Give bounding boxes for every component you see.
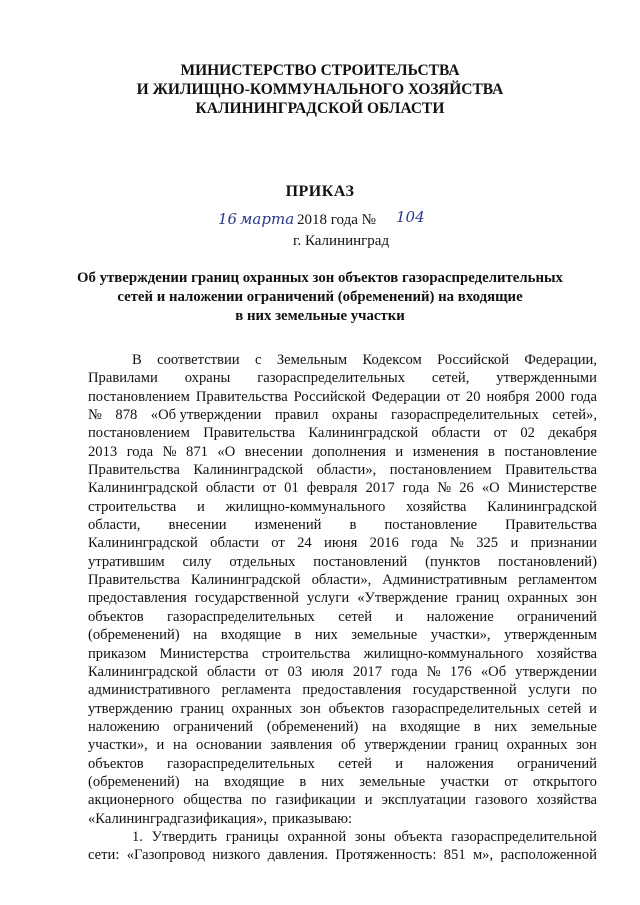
- body-word: Российской: [293, 388, 366, 405]
- body-word: об: [340, 737, 356, 754]
- body-word: газораспределительных: [391, 700, 540, 717]
- body-word: 01: [284, 480, 299, 497]
- body-word: земельные: [530, 718, 597, 735]
- body-word: Правилами: [88, 370, 158, 387]
- body-word: охраны: [184, 370, 231, 387]
- body-word: Российской: [437, 352, 510, 368]
- body-word: июля: [311, 663, 344, 680]
- body-word: изменения: [412, 443, 479, 460]
- body-line: [88, 443, 597, 461]
- body-word: от: [504, 773, 518, 790]
- body-word: области»,: [311, 572, 372, 589]
- body-word: объектов: [88, 755, 144, 772]
- body-word: открытого: [532, 773, 597, 790]
- body-word: от: [493, 425, 508, 442]
- body-word: «Газопровод: [126, 847, 206, 864]
- body-word: зон: [300, 700, 321, 717]
- body-word: Утвердить: [151, 828, 218, 845]
- body-word: и: [395, 608, 404, 625]
- body-word: охранных: [507, 590, 569, 607]
- body-word: входящие: [220, 627, 282, 644]
- body-word: утвержденными: [496, 370, 597, 387]
- body-word: зон: [576, 737, 597, 754]
- body-word: 20: [465, 388, 481, 405]
- body-word: №: [449, 535, 464, 552]
- body-word: них: [314, 627, 338, 644]
- body-word: 871: [186, 443, 208, 460]
- body-word: границ: [180, 700, 224, 717]
- body-word: постановлением: [88, 388, 190, 405]
- body-word: объектов: [328, 700, 385, 717]
- body-word: №: [88, 407, 102, 424]
- body-word: на: [372, 718, 387, 735]
- body-word: сетей: [338, 608, 373, 625]
- body-word: 2017: [352, 663, 382, 680]
- body-word: регламентом: [518, 572, 597, 589]
- body-word: границы: [225, 828, 279, 845]
- body-word: зоны: [354, 828, 386, 845]
- body-word: и: [156, 737, 165, 754]
- body-word: года: [391, 663, 418, 680]
- body-line: [88, 810, 597, 828]
- body-word: Калининградской: [190, 572, 301, 589]
- order-subject: [0, 269, 640, 326]
- body-word: (обременений): [88, 627, 180, 644]
- body-line: [88, 351, 597, 369]
- body-word: Правительства: [203, 425, 296, 442]
- body-line: [88, 589, 597, 607]
- body-word: Протяженность:: [335, 847, 437, 864]
- body-word: низкого: [212, 847, 261, 864]
- subject-line: Об утверждении границ охранных зон объектов газораспределительных: [77, 270, 563, 286]
- body-word: Кодексом: [362, 352, 422, 368]
- body-word: области: [431, 425, 481, 442]
- body-word: (обременений): [88, 773, 180, 790]
- body-word: «Об утверждении: [150, 407, 262, 424]
- body-word: «О: [481, 480, 500, 497]
- body-word: них: [494, 718, 518, 735]
- body-word: сетей: [547, 700, 582, 717]
- body-word: охраны: [331, 407, 378, 424]
- body-word: признании: [530, 535, 597, 552]
- body-word: хозяйства: [536, 645, 597, 662]
- body-word: области»,: [316, 462, 377, 479]
- body-line: [88, 461, 597, 479]
- body-word: объектов: [88, 608, 144, 625]
- body-word: от: [264, 663, 279, 680]
- body-line: [88, 406, 597, 424]
- body-word: года: [411, 535, 438, 552]
- body-word: входящие: [224, 773, 285, 790]
- document-type: ПРИКАЗ: [285, 183, 355, 200]
- body-word: Калининградской: [88, 480, 198, 497]
- ministry-line: И ЖИЛИЩНО-КОММУНАЛЬНОГО ХОЗЯЙСТВА: [136, 81, 504, 98]
- body-word: области,: [88, 517, 141, 534]
- body-word: сетей,: [431, 370, 470, 387]
- body-word: по: [251, 792, 267, 809]
- body-word: 03: [287, 663, 303, 680]
- body-word: Калининградской: [487, 498, 597, 515]
- body-word: Министерства: [159, 645, 249, 662]
- body-word: земельные: [351, 627, 418, 644]
- body-word: 26: [459, 480, 474, 497]
- body-word: Административным: [382, 572, 508, 589]
- body-word: 2000: [535, 388, 565, 405]
- body-word: газораспределительной: [451, 828, 597, 845]
- body-word: газораспределительных: [257, 370, 406, 387]
- body-word: Правительства: [505, 517, 597, 534]
- body-word: «Утверждение: [357, 590, 448, 607]
- body-word: «О: [217, 443, 236, 460]
- body-word: в: [294, 627, 302, 644]
- order-body: [88, 351, 597, 865]
- body-word: ноября: [486, 388, 530, 405]
- body-word: строительства: [261, 645, 351, 662]
- body-word: (пунктов: [425, 553, 481, 570]
- handwritten-order-number: 104: [396, 208, 425, 226]
- body-word: газораспределительных: [390, 407, 539, 424]
- body-word: 02: [520, 425, 535, 442]
- body-word: земельные: [359, 773, 426, 790]
- body-line: [88, 681, 597, 699]
- body-line: [88, 828, 597, 846]
- body-word: постановлением: [88, 425, 190, 442]
- body-word: и: [395, 755, 404, 772]
- body-line: [88, 534, 597, 552]
- subject-line: в них земельные участки: [235, 308, 405, 324]
- body-word: Правительства: [88, 462, 180, 479]
- body-word: услуги: [528, 682, 571, 699]
- body-word: Правительства: [505, 462, 597, 479]
- body-word: февраля: [306, 480, 358, 497]
- body-word: жилищно-коммунального: [363, 645, 524, 662]
- body-word: ограничений: [173, 718, 254, 735]
- body-word: газораспределительных: [166, 755, 315, 772]
- body-word: приказом: [88, 645, 147, 662]
- body-word: охранной: [287, 828, 347, 845]
- body-line: [88, 755, 597, 773]
- handwritten-month: марта: [240, 210, 295, 228]
- body-word: постановление: [384, 517, 478, 534]
- body-word: административного: [88, 682, 211, 699]
- body-word: Калининградской: [88, 663, 198, 680]
- body-word: постановлением: [389, 462, 492, 479]
- body-line: [88, 498, 597, 516]
- body-line: [88, 479, 597, 497]
- city: г. Калининград: [293, 233, 390, 249]
- body-word: государственной: [412, 682, 517, 699]
- body-word: Правительства: [88, 572, 180, 589]
- body-word: объекта: [394, 828, 443, 845]
- body-word: В: [132, 352, 142, 368]
- body-word: сетей: [338, 755, 372, 772]
- body-word: 1.: [132, 828, 143, 845]
- body-word: регламента: [221, 682, 291, 699]
- body-word: ограничений: [517, 755, 597, 772]
- body-word: силу: [182, 553, 212, 570]
- body-word: участки»,: [88, 737, 148, 754]
- body-word: в: [473, 718, 481, 735]
- body-word: декабря: [548, 425, 597, 442]
- body-word: на: [194, 773, 210, 790]
- ministry-line: МИНИСТЕРСТВО СТРОИТЕЛЬСТВА: [180, 62, 460, 79]
- body-word: наложения: [426, 755, 494, 772]
- body-word: внесении: [244, 443, 303, 460]
- body-word: июня: [324, 535, 358, 552]
- body-word: 878: [115, 407, 138, 424]
- body-word: сети:: [88, 847, 120, 864]
- body-word: №: [426, 663, 441, 680]
- body-word: Федерации,: [524, 352, 597, 368]
- body-word: предоставления: [88, 590, 187, 607]
- body-word: внесении: [168, 517, 227, 534]
- body-word: и: [589, 700, 597, 717]
- body-word: охранных: [231, 700, 293, 717]
- body-word: 2013: [88, 443, 118, 460]
- body-word: соответствии: [157, 352, 240, 368]
- body-word: жилищно-коммунального: [225, 498, 386, 515]
- body-word: постановление: [504, 443, 597, 460]
- body-word: границ: [454, 737, 498, 754]
- body-line: [88, 718, 597, 736]
- printed-date-year: 2018 года №: [297, 212, 376, 228]
- body-word: эксплуатации: [381, 792, 466, 809]
- ministry-line: КАЛИНИНГРАДСКОЙ ОБЛАСТИ: [195, 100, 445, 117]
- body-word: государственной: [194, 590, 299, 607]
- body-line: [88, 700, 597, 718]
- body-word: 24: [297, 535, 312, 552]
- body-word: по: [581, 682, 597, 699]
- body-line: [88, 516, 597, 534]
- body-word: утверждении: [515, 663, 597, 680]
- body-word: 176: [449, 663, 472, 680]
- body-word: на: [173, 737, 188, 754]
- body-word: «Калининградгазификация»,: [88, 810, 268, 827]
- body-word: приказываю:: [272, 810, 353, 827]
- body-word: газификации: [275, 792, 356, 809]
- body-word: 2017: [365, 480, 395, 497]
- body-word: в: [299, 773, 307, 790]
- body-word: постановлений): [498, 553, 597, 570]
- body-word: расположенной: [500, 847, 597, 864]
- ministry-header: [0, 61, 640, 118]
- body-word: в: [349, 517, 357, 534]
- body-word: года: [126, 443, 154, 460]
- body-word: области: [206, 663, 256, 680]
- body-word: наложение: [426, 608, 494, 625]
- body-line: [88, 553, 597, 571]
- body-line: [88, 645, 597, 663]
- body-word: строительства: [88, 498, 177, 515]
- body-word: них: [321, 773, 345, 790]
- body-word: хозяйства: [536, 792, 597, 809]
- body-word: постановлений: [313, 553, 408, 570]
- body-word: ограничений: [517, 608, 597, 625]
- body-word: утверждении: [364, 737, 447, 754]
- body-word: от: [262, 480, 277, 497]
- body-word: и: [197, 498, 205, 515]
- body-word: от: [271, 535, 285, 552]
- body-word: области: [210, 535, 259, 552]
- body-word: 325: [476, 535, 499, 552]
- body-word: предоставления: [302, 682, 402, 699]
- body-word: заявления: [270, 737, 333, 754]
- body-word: акционерного: [88, 792, 175, 809]
- body-word: Министерстве: [507, 480, 597, 497]
- body-word: входящие: [399, 718, 461, 735]
- body-word: Калининградской: [88, 535, 198, 552]
- body-word: Земельным: [276, 352, 348, 368]
- body-word: наложению: [88, 718, 160, 735]
- body-word: охранных: [506, 737, 568, 754]
- body-word: утратившим: [88, 553, 165, 570]
- body-word: Калининградской: [193, 462, 304, 479]
- body-line: [88, 388, 597, 406]
- body-word: года: [570, 388, 597, 405]
- body-word: м»,: [472, 847, 494, 864]
- body-word: газового: [475, 792, 528, 809]
- body-word: давления.: [267, 847, 328, 864]
- body-word: правил: [274, 407, 319, 424]
- body-word: основании: [196, 737, 262, 754]
- body-word: и: [510, 535, 519, 552]
- body-word: 2016: [369, 535, 399, 552]
- body-line: [88, 773, 597, 791]
- body-word: утвержденным: [504, 627, 597, 644]
- body-word: услуги: [306, 590, 350, 607]
- body-line: [88, 424, 597, 442]
- body-word: в: [487, 443, 495, 460]
- body-word: (обременений): [266, 718, 359, 735]
- body-word: на: [193, 627, 208, 644]
- body-line: [88, 846, 597, 864]
- handwritten-day: 16: [218, 210, 238, 228]
- body-word: дополнения: [312, 443, 386, 460]
- body-word: участки: [440, 773, 490, 790]
- body-word: Правительства: [195, 388, 288, 405]
- body-line: [88, 663, 597, 681]
- body-word: №: [437, 480, 452, 497]
- body-word: «Об: [480, 663, 507, 680]
- body-word: участки»,: [430, 627, 491, 644]
- body-word: границ: [456, 590, 500, 607]
- body-word: отдельных: [229, 553, 296, 570]
- body-word: Калининградской: [308, 425, 419, 442]
- body-word: изменений: [254, 517, 322, 534]
- body-line: [88, 791, 597, 809]
- subject-line: сетей и наложении ограничений (обременений) на входящие: [117, 289, 523, 305]
- body-word: 851: [443, 847, 466, 864]
- body-word: с: [254, 352, 262, 368]
- body-word: года: [402, 480, 430, 497]
- body-word: сетей»,: [552, 407, 597, 424]
- body-word: зон: [576, 590, 597, 607]
- body-word: области: [205, 480, 255, 497]
- body-word: газораспределительных: [167, 608, 315, 625]
- body-word: общества: [183, 792, 243, 809]
- body-word: хозяйства: [406, 498, 467, 515]
- body-line: [88, 736, 597, 754]
- body-line: [88, 369, 597, 387]
- body-word: и: [364, 792, 373, 809]
- body-line: [88, 626, 597, 644]
- body-word: №: [162, 443, 177, 460]
- body-word: от: [446, 388, 460, 405]
- body-line: [88, 608, 597, 626]
- body-word: и: [395, 443, 404, 460]
- body-word: утверждению: [88, 700, 173, 717]
- body-line: [88, 571, 597, 589]
- body-word: Федерации: [371, 388, 441, 405]
